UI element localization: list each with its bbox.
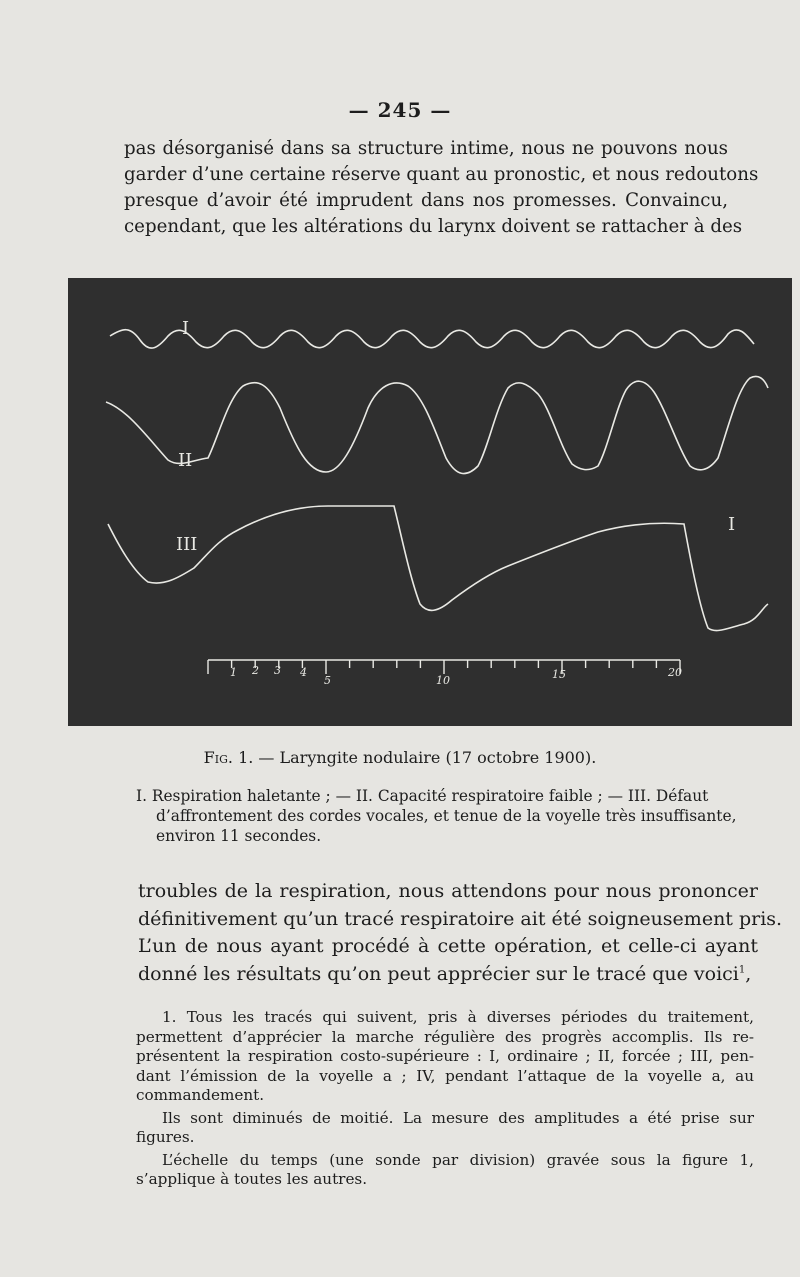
text-line: pas désorganisé dans sa structure intime, nous ne pouvons nous (124, 138, 728, 159)
footnotes (136, 1008, 754, 1193)
text-line: garder d’une certaine réserve quant au pronostic, et nous redoutons (124, 164, 759, 185)
footnote-line: commandement. (136, 1086, 265, 1104)
footnote-line: Ils sont diminués de moitié. La mesure des amplitudes a été prise sur (162, 1108, 754, 1127)
footnote-paragraph (136, 1008, 754, 1106)
trace-i (110, 330, 754, 348)
footnote-line: L’échelle du temps (une sonde par division) gravée sous la figure 1, (162, 1150, 754, 1169)
footnote-line: permettent d’apprécier la marche régulière des progrès accomplis. Ils re- (136, 1027, 754, 1046)
trace-iii (108, 506, 768, 631)
trace-label-ii: II (178, 450, 193, 471)
trace-label-i: I (182, 318, 190, 339)
trace-label-i-right: I (728, 514, 736, 535)
text-line (138, 961, 758, 989)
legend-line: environ 11 secondes. (156, 827, 322, 845)
footnote-paragraph (136, 1151, 754, 1190)
time-scale (208, 660, 682, 687)
time-label-20: 20 (668, 666, 682, 679)
text-line: cependant, que les altérations du larynx doivent se rattacher à des (124, 216, 743, 237)
footnote-line: s’applique à toutes les autres. (136, 1170, 368, 1188)
trailing-punctuation: , (745, 962, 752, 985)
time-label-1: 1 (230, 666, 237, 679)
text-line: définitivement qu’un tracé respiratoire ait été soigneusement pris. (138, 907, 783, 930)
text-line-content: donné les résultats qu’on peut apprécier sur le tracé que voici (138, 962, 739, 985)
footnote-line: présentent la respiration costo-supérieure : I, ordinaire ; II, forcée ; III, pen- (136, 1047, 754, 1065)
trace-plate (68, 278, 792, 726)
legend-line: d’affrontement des cordes vocales, et tenue de la voyelle très insuffisante, (156, 807, 737, 825)
respiration-trace-figure (68, 278, 792, 726)
body-text-bottom (138, 878, 783, 988)
page-number: — 245 — (348, 98, 452, 122)
footnote-paragraph (136, 1109, 754, 1148)
time-label-3: 3 (274, 664, 281, 677)
body-text-top (124, 136, 759, 240)
time-label-15: 15 (552, 668, 566, 681)
footnote-reference: 1 (738, 964, 746, 976)
figure-label: Fig. 1. (203, 748, 254, 767)
figure-caption (0, 748, 800, 767)
legend-line: I. Respiration haletante ; — II. Capacité respiratoire faible ; — III. Défaut (136, 787, 709, 805)
text-line: presque d’avoir été imprudent dans nos promesses. Convaincu, (124, 190, 728, 211)
text-line: troubles de la respiration, nous attendons pour nous prononcer (138, 880, 758, 902)
time-label-4: 4 (300, 666, 307, 679)
figure-legend (136, 786, 742, 846)
time-label-2: 2 (252, 664, 259, 677)
footnote-line: 1. Tous les tracés qui suivent, pris à diverses périodes du traitement, (162, 1008, 754, 1026)
trace-ii (106, 376, 768, 473)
trace-label-iii: III (176, 534, 198, 555)
time-label-10: 10 (436, 674, 450, 687)
figure-caption-text: — Laryngite nodulaire (17 octobre 1900). (253, 748, 597, 767)
time-label-5: 5 (324, 674, 331, 687)
footnote-line: figures. (136, 1128, 195, 1146)
text-line: L’un de nous ayant procédé à cette opération, et celle-ci ayant (138, 935, 758, 957)
footnote-line: dant l’émission de la voyelle a ; IV, pendant l’attaque de la voyelle a, au (136, 1066, 754, 1085)
